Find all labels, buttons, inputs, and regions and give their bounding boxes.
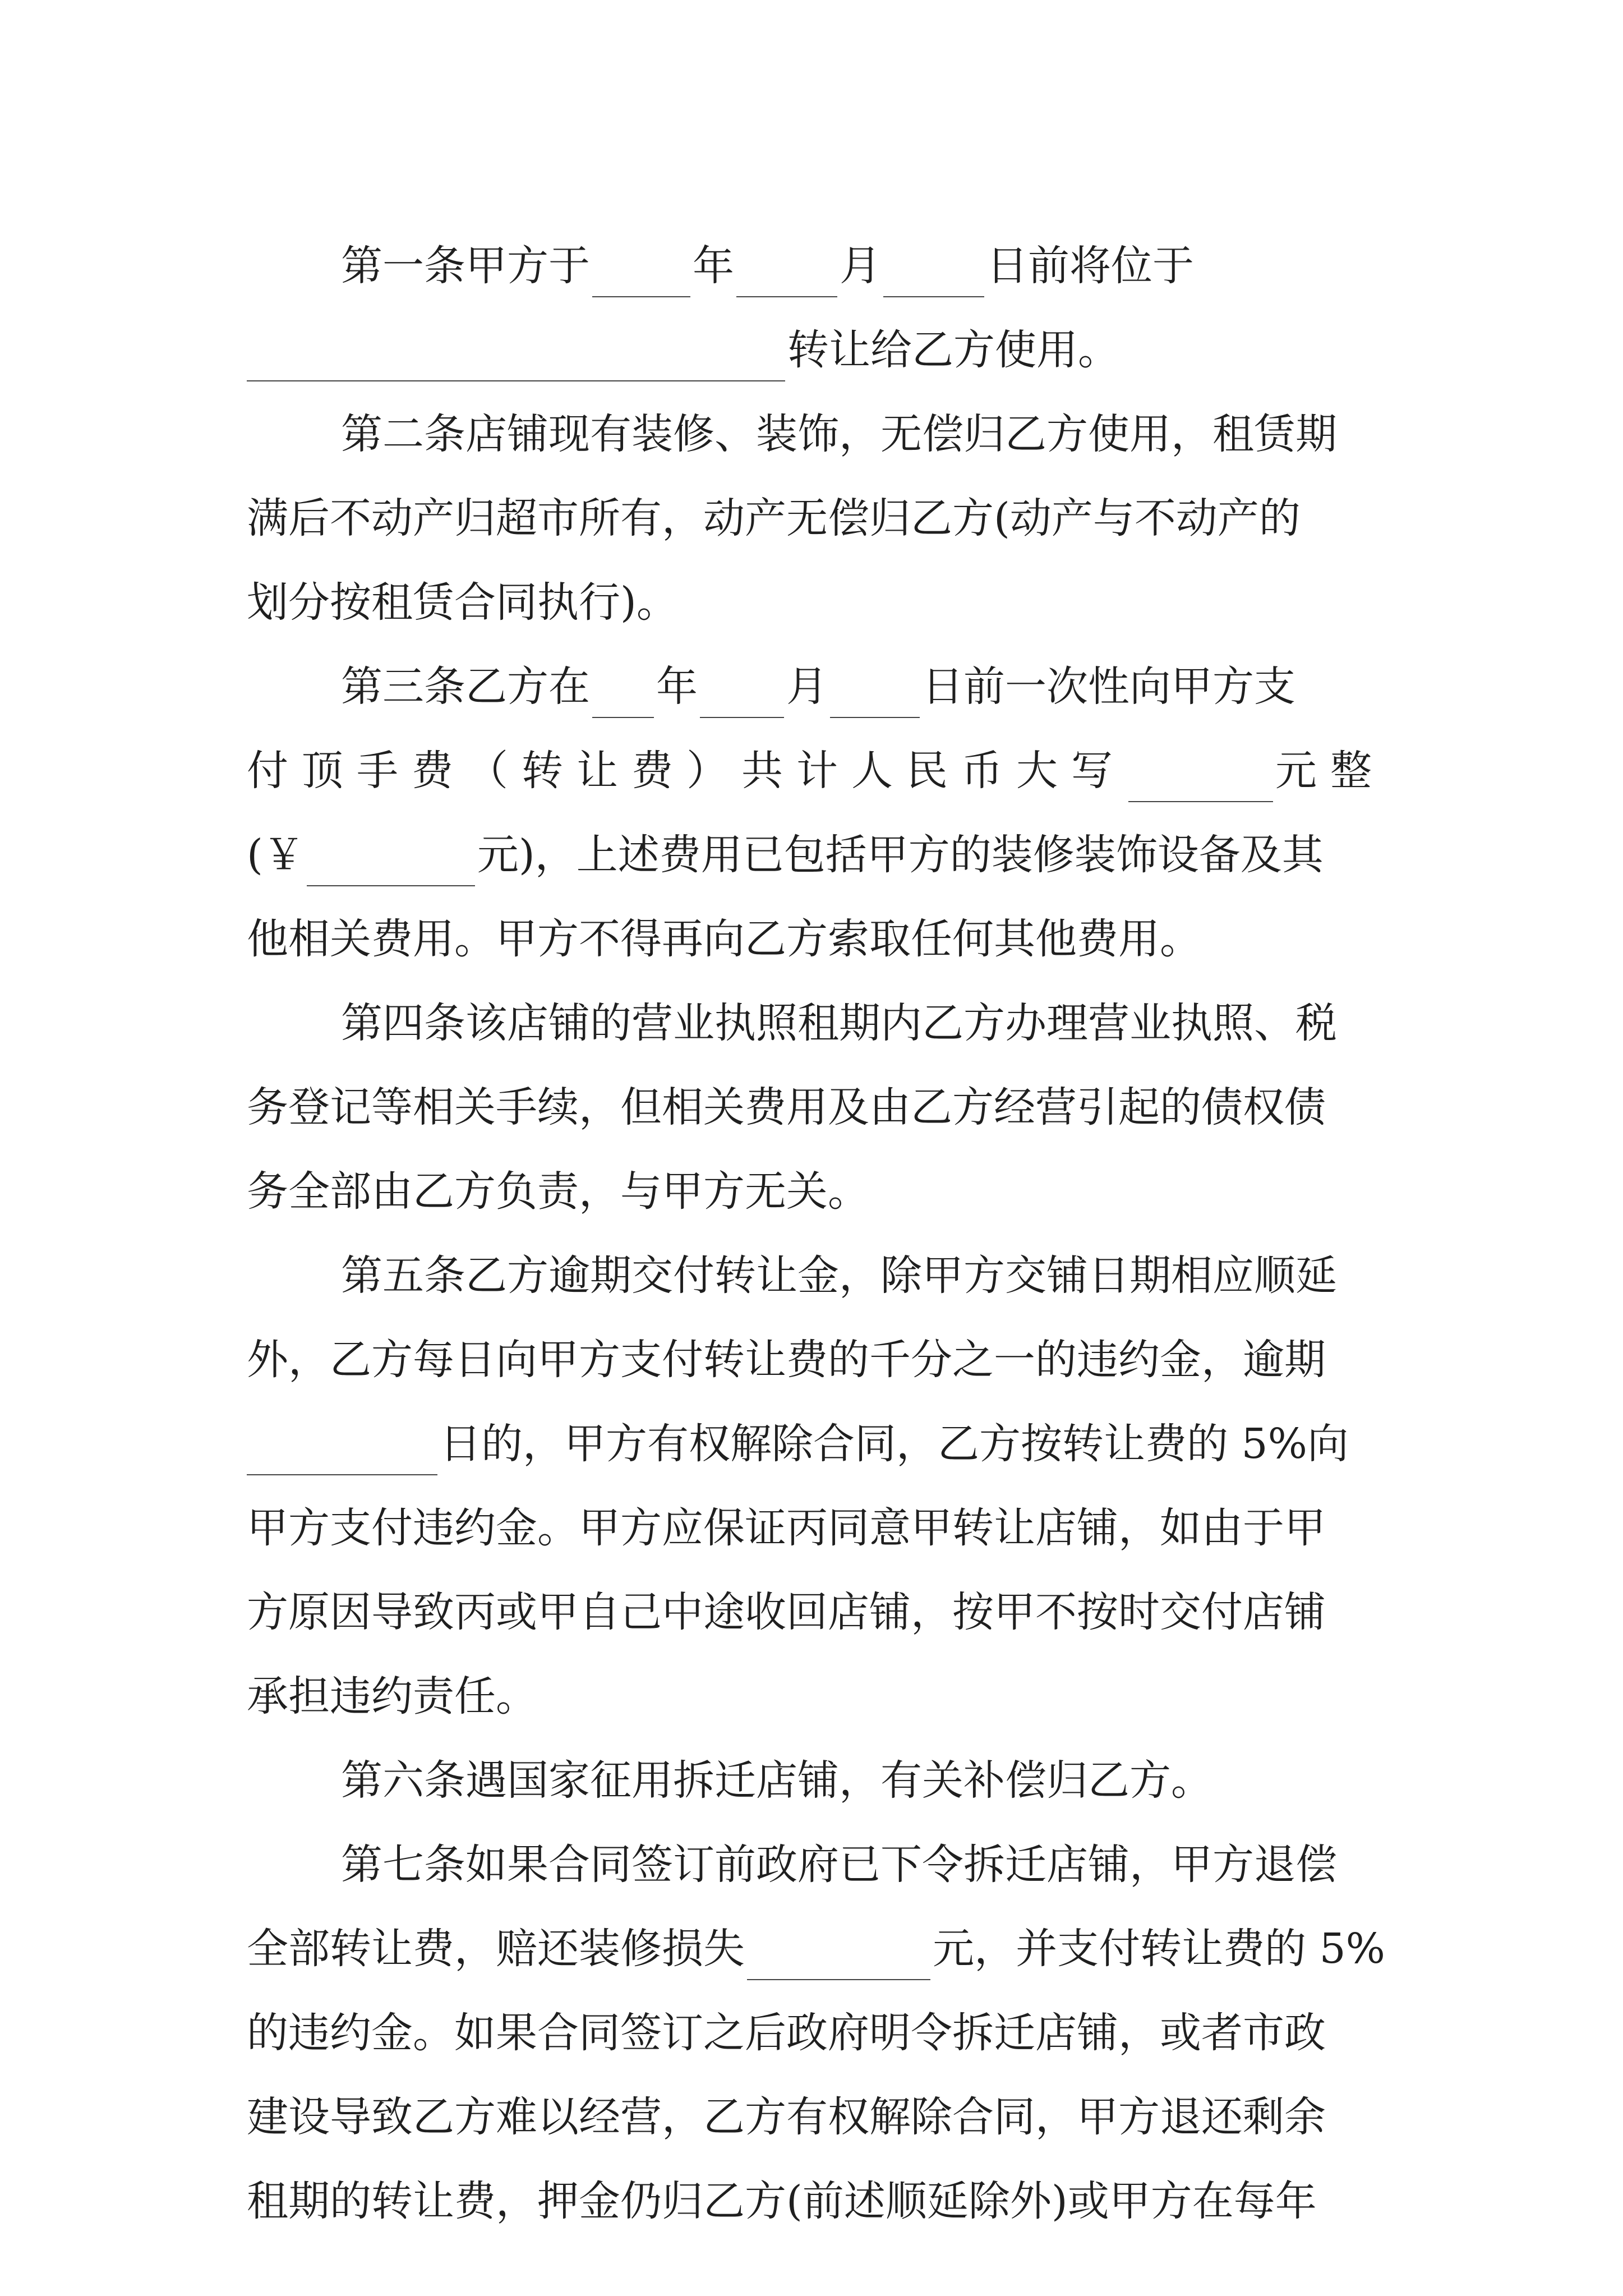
clause-5-text: 承担违约责任。 <box>247 1672 537 1720</box>
clause-3-text: 付顶手费（转让费）共计人民币大写 <box>247 747 1126 795</box>
clause-2-text: 划分按租赁合同执行)。 <box>247 578 678 627</box>
clause-6-line-1 <box>247 1728 1385 1812</box>
clause-7-line-1 <box>247 1812 1385 1896</box>
clause-7-text: 的违约金。如果合同签订之后政府明令拆迁店铺，或者市政 <box>247 2009 1326 2057</box>
location-blank <box>247 333 785 381</box>
clause-7-line-2 <box>247 1896 1385 1980</box>
month-blank <box>736 249 837 297</box>
clause-4-text: 第四条该店铺的营业执照租期内乙方办理营业执照、税 <box>341 999 1337 1047</box>
clause-7-text: 元，并支付转让费的 5% <box>933 1925 1385 1973</box>
clause-1-line-1 <box>247 213 1385 297</box>
clause-1-text: 第一条甲方于 <box>341 242 590 290</box>
clause-5-line-1 <box>247 1223 1385 1307</box>
clause-3-line-3 <box>247 802 1385 886</box>
renovation-loss-blank <box>747 1932 930 1980</box>
month-blank <box>700 670 784 718</box>
clause-3-text: 年 <box>656 662 698 711</box>
clause-4-line-1 <box>247 970 1385 1055</box>
clause-1-text: 年 <box>693 242 734 290</box>
year-blank <box>592 249 690 297</box>
clause-7-text: 全部转让费，赔还装修损失 <box>247 1925 745 1973</box>
amount-in-words-blank <box>1128 754 1273 802</box>
clause-5-line-2 <box>247 1307 1385 1391</box>
clause-3-text: 月 <box>786 662 828 711</box>
clause-3-text: 日前一次性向甲方支 <box>922 662 1295 711</box>
clause-4-line-3 <box>247 1139 1385 1223</box>
clause-1-text: 转让给乙方使用。 <box>787 326 1119 374</box>
day-blank <box>830 670 920 718</box>
clause-1-line-2 <box>247 297 1385 381</box>
clause-4-line-2 <box>247 1055 1385 1139</box>
clause-3-text: 元)，上述费用已包括甲方的装修装饰设备及其 <box>477 831 1324 879</box>
clause-7-line-3 <box>247 1980 1385 2064</box>
clause-4-text: 务登记等相关手续，但相关费用及由乙方经营引起的债权债 <box>247 1083 1326 1131</box>
clause-3-line-4 <box>247 886 1385 970</box>
clause-7-line-5 <box>247 2148 1385 2233</box>
clause-5-line-3 <box>247 1391 1385 1475</box>
clause-5-text: 甲方支付违约金。甲方应保证丙同意甲转让店铺，如由于甲 <box>247 1504 1326 1552</box>
clause-7-line-4 <box>247 2064 1385 2148</box>
clause-5-text: 外，乙方每日向甲方支付转让费的千分之一的违约金，逾期 <box>247 1336 1326 1384</box>
amount-blank <box>307 838 475 886</box>
clause-1-text: 日前将位于 <box>986 242 1194 290</box>
clause-3-text: 第三条乙方在 <box>341 662 590 711</box>
year-blank <box>592 670 654 718</box>
clause-3-text: 元整 <box>1275 747 1385 795</box>
clause-5-line-5 <box>247 1559 1385 1644</box>
clause-5-text: 方原因导致丙或甲自己中途收回店铺，按甲不按时交付店铺 <box>247 1588 1326 1636</box>
contract-document <box>247 213 1385 2233</box>
clause-3-line-1 <box>247 634 1385 718</box>
clause-5-text: 日的，甲方有权解除合同，乙方按转让费的 5%向 <box>440 1420 1349 1468</box>
clause-1-text: 月 <box>840 242 881 290</box>
clause-3-text: (￥ <box>247 831 305 879</box>
clause-5-line-4 <box>247 1475 1385 1559</box>
clause-2-line-3 <box>247 550 1385 634</box>
clause-3-text: 他相关费用。甲方不得再向乙方索取任何其他费用。 <box>247 915 1201 963</box>
clause-2-line-1 <box>247 381 1385 466</box>
clause-5-text: 第五条乙方逾期交付转让金，除甲方交铺日期相应顺延 <box>341 1251 1337 1300</box>
clause-4-text: 务全部由乙方负责，与甲方无关。 <box>247 1167 869 1216</box>
day-blank <box>883 249 984 297</box>
clause-2-line-2 <box>247 466 1385 550</box>
days-blank <box>247 1427 437 1475</box>
clause-3-line-2 <box>247 718 1385 802</box>
clause-2-text: 满后不动产归超市所有，动产无偿归乙方(动产与不动产的 <box>247 494 1301 542</box>
clause-2-text: 第二条店铺现有装修、装饰，无偿归乙方使用，租赁期 <box>341 410 1337 458</box>
clause-5-line-6 <box>247 1644 1385 1728</box>
clause-7-text: 租期的转让费，押金仍归乙方(前述顺延除外)或甲方在每年 <box>247 2177 1317 2225</box>
clause-7-text: 第七条如果合同签订前政府已下令拆迁店铺，甲方退偿 <box>341 1841 1337 1889</box>
clause-7-text: 建设导致乙方难以经营，乙方有权解除合同，甲方退还剩余 <box>247 2093 1326 2141</box>
clause-6-text: 第六条遇国家征用拆迁店铺，有关补偿归乙方。 <box>341 1756 1212 1805</box>
